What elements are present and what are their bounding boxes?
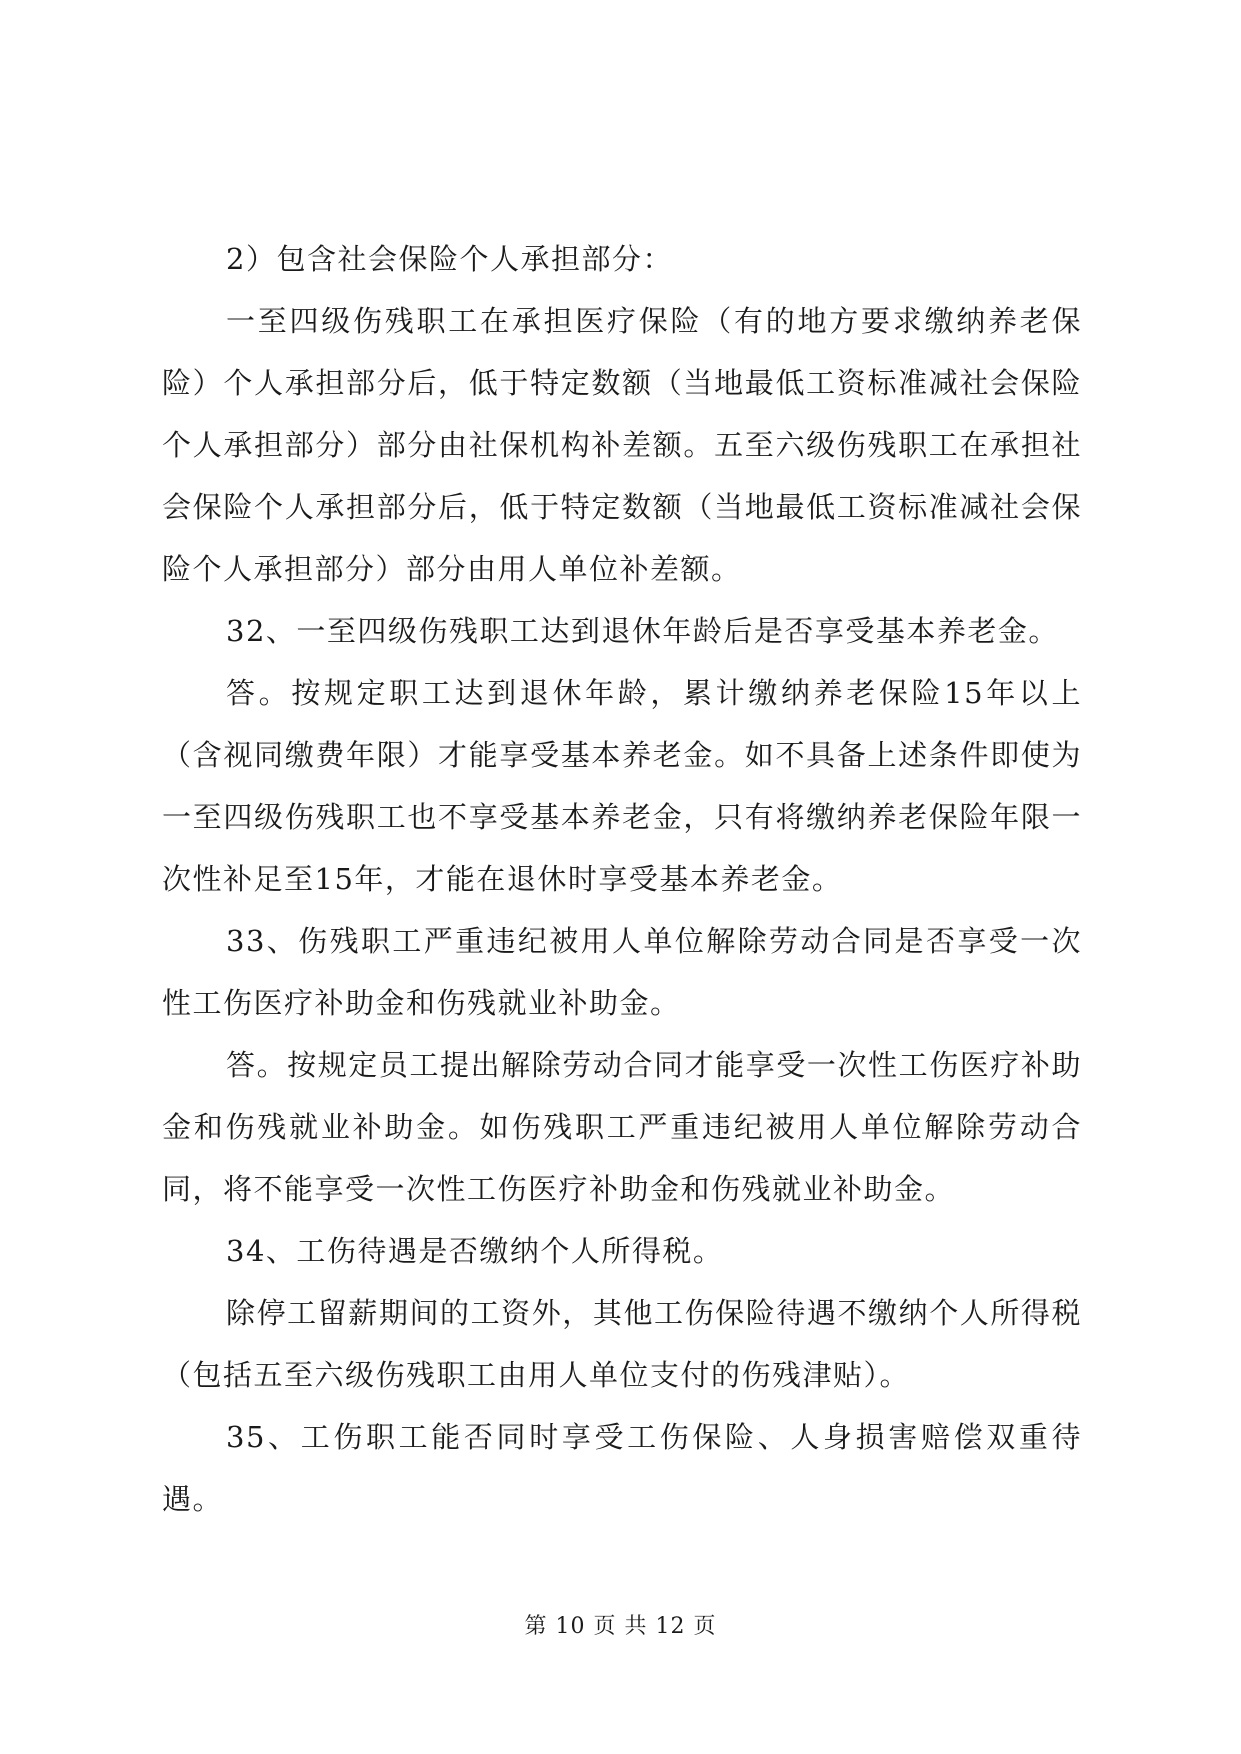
paragraph-disability-subsidy: 一至四级伤残职工在承担医疗保险（有的地方要求缴纳养老保险）个人承担部分后，低于特定数额（当地最低工资标准减社会保险个人承担部分）部分由社保机构补差额。五至六级伤残职工在承担社会保险个人承担部分后，低于特定数额（当地最低工资标准减社会保险个人承担部分）部分由用人单位补差额。 — [162, 304, 1082, 586]
document-body — [162, 228, 1082, 1530]
question-35: 35、工伤职工能否同时享受工伤保险、人身损害赔偿双重待遇。 — [162, 1420, 1082, 1516]
answer-32: 答。按规定职工达到退休年龄，累计缴纳养老保险15年以上（含视同缴费年限）才能享受基本养老金。如不具备上述条件即使为一至四级伤残职工也不享受基本养老金，只有将缴纳养老保险年限一次性补足至15年，才能在退休时享受基本养老金。 — [162, 676, 1082, 896]
page-number-footer: 第 10 页 共 12 页 — [524, 1614, 717, 1639]
paragraph-social-insurance-heading: 2）包含社会保险个人承担部分： — [226, 242, 673, 276]
question-34: 34、工伤待遇是否缴纳个人所得税。 — [226, 1234, 724, 1268]
answer-34: 除停工留薪期间的工资外，其他工伤保险待遇不缴纳个人所得税（包括五至六级伤残职工由用人单位支付的伤残津贴）。 — [162, 1296, 1082, 1392]
question-33: 33、伤残职工严重违纪被用人单位解除劳动合同是否享受一次性工伤医疗补助金和伤残就业补助金。 — [162, 924, 1082, 1020]
question-32: 32、一至四级伤残职工达到退休年龄后是否享受基本养老金。 — [226, 614, 1059, 648]
answer-33: 答。按规定员工提出解除劳动合同才能享受一次性工伤医疗补助金和伤残就业补助金。如伤残职工严重违纪被用人单位解除劳动合同，将不能享受一次性工伤医疗补助金和伤残就业补助金。 — [162, 1048, 1082, 1206]
